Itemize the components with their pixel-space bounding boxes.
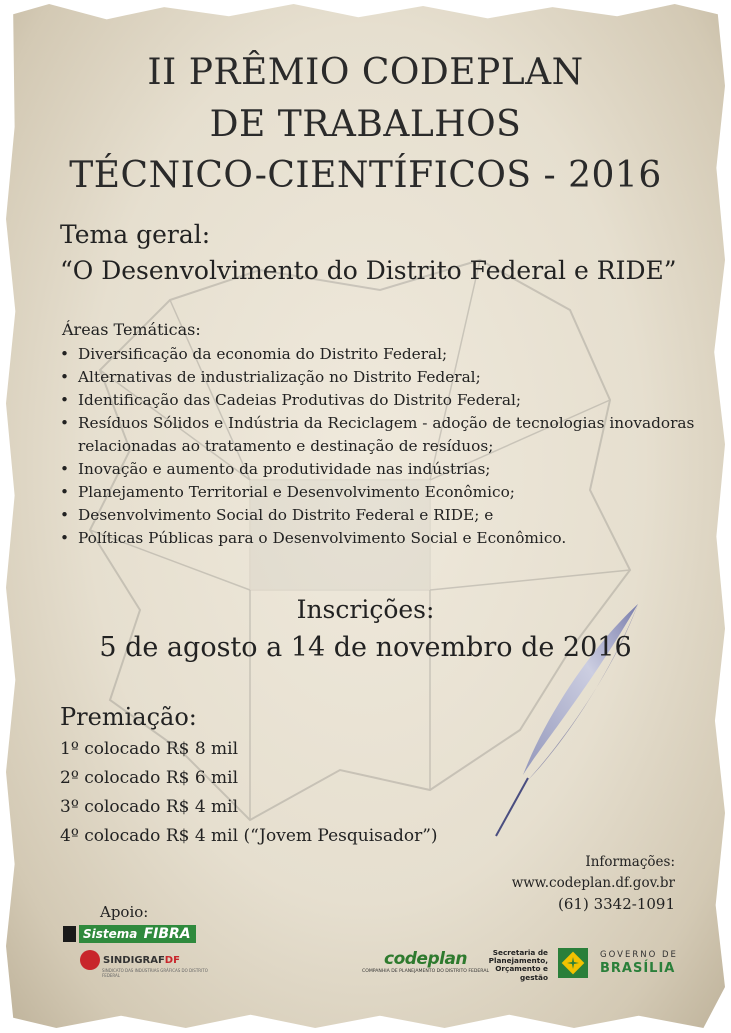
list-item: • Desenvolvimento Social do Distrito Federal e RIDE; e	[58, 504, 708, 527]
sindigraf-name-b: DF	[164, 954, 180, 966]
sindigraf-name	[103, 955, 180, 966]
fibra-mark-icon	[63, 926, 76, 942]
areas-label: Áreas Temáticas:	[62, 320, 201, 339]
codeplan-logo	[362, 950, 489, 974]
areas-list	[58, 343, 708, 550]
list-item: • Resíduos Sólidos e Indústria da Reciclagem - adoção de tecnologias inovadoras relacionadas ao tratamento e destinação de resíduos;	[58, 412, 708, 458]
brasilia-label: BRASÍLIA	[600, 961, 676, 976]
governo-label: GOVERNO DE	[600, 950, 678, 960]
title-line-1: II PRÊMIO CODEPLAN	[147, 52, 584, 93]
list-item: • Planejamento Territorial e Desenvolvimento Econômico;	[58, 481, 708, 504]
prize-item: 2º colocado R$ 6 mil	[60, 768, 239, 788]
title-line-2: DE TRABALHOS	[209, 104, 522, 145]
list-item: • Identificação das Cadeias Produtivas do Distrito Federal;	[58, 389, 708, 412]
sindigraf-subtitle: SINDICATO DAS INDÚSTRIAS GRÁFICAS DO DISTRITO FEDERAL	[102, 968, 208, 978]
info-label: Informações:	[585, 854, 675, 870]
info-phone: (61) 3342-1091	[558, 895, 675, 913]
prize-item: 1º colocado R$ 8 mil	[60, 739, 239, 759]
info-url-link[interactable]: www.codeplan.df.gov.br	[511, 875, 675, 891]
governo-brasilia-logo	[600, 950, 678, 976]
fibra-logo	[63, 925, 196, 943]
sindigraf-name-a: SINDIGRAF	[103, 954, 165, 966]
fibra-name: FIBRA	[143, 926, 191, 942]
secretaria-line-2: Planejamento,	[488, 956, 548, 966]
prize-item: 4º colocado R$ 4 mil (“Jovem Pesquisador”)	[60, 826, 438, 846]
info-block	[512, 852, 675, 915]
list-item: • Políticas Públicas para o Desenvolvimento Social e Econômico.	[58, 527, 708, 550]
list-item: • Inovação e aumento da produtividade nas indústrias;	[58, 458, 708, 481]
prize-item: 3º colocado R$ 4 mil	[60, 797, 239, 817]
apoio-label: Apoio:	[100, 903, 149, 921]
title-line-3: TÉCNICO-CIENTÍFICOS - 2016	[69, 155, 662, 196]
codeplan-name: codeplan	[384, 949, 468, 969]
secretaria-line-1: Secretaria de	[492, 948, 548, 957]
inscricoes-dates: 5 de agosto a 14 de novembro de 2016	[99, 632, 632, 663]
list-item: • Diversificação da economia do Distrito Federal;	[58, 343, 708, 366]
list-item: • Alternativas de industrialização no Distrito Federal;	[58, 366, 708, 389]
prize-list	[60, 735, 438, 851]
secretaria-line-3: Orçamento e gestão	[495, 964, 548, 982]
sindigraf-emblem-icon	[80, 950, 100, 970]
brasilia-flag-icon	[558, 948, 588, 978]
inscricoes-label: Inscrições:	[296, 595, 435, 624]
fibra-badge	[79, 925, 196, 943]
premiacao-label: Premiação:	[60, 703, 197, 731]
sindigraf-logo	[80, 950, 180, 970]
fibra-prefix: Sistema	[83, 927, 138, 941]
tema-label: Tema geral:	[60, 220, 211, 249]
tema-text: “O Desenvolvimento do Distrito Federal e RIDE”	[60, 256, 677, 285]
codeplan-subtitle: COMPANHIA DE PLANEJAMENTO DO DISTRITO FEDERAL	[362, 969, 490, 974]
secretaria-logo	[476, 949, 548, 982]
